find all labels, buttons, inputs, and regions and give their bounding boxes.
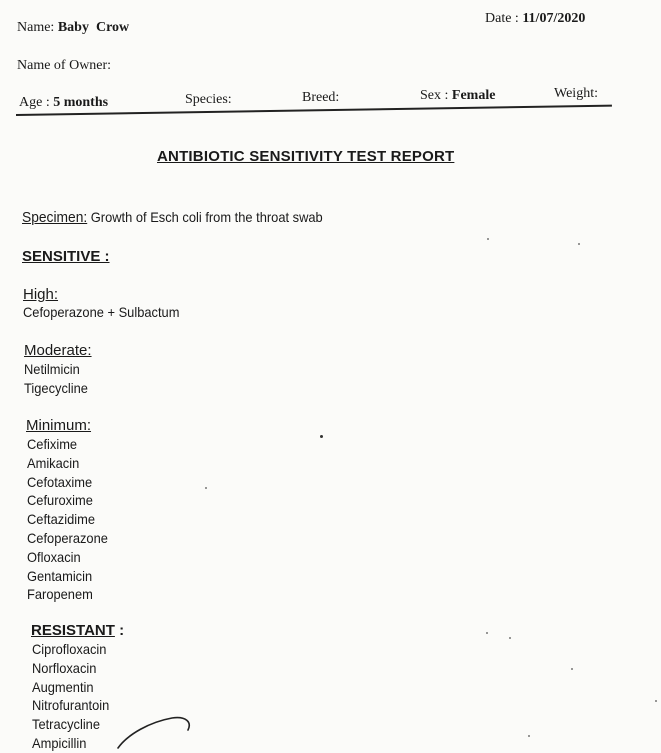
- resistant-colon: :: [119, 622, 125, 639]
- resistant-list: [32, 640, 109, 753]
- list-item: Faropenem: [27, 586, 93, 603]
- list-item: Cefotaxime: [27, 473, 93, 490]
- list-item: Cefoperazone + Sulbactum: [23, 304, 180, 320]
- owner-label: Name of Owner:: [17, 58, 112, 73]
- scan-speck: [486, 632, 488, 634]
- list-item: Amikacin: [27, 454, 80, 471]
- report-title: ANTIBIOTIC SENSITIVITY TEST REPORT: [157, 148, 455, 165]
- scan-speck: [655, 700, 657, 702]
- breed-label: Breed:: [302, 90, 340, 105]
- date-label: Date :: [485, 11, 519, 26]
- resistant-heading-line: [31, 622, 124, 639]
- sex-field: [420, 88, 495, 104]
- owner-name: [17, 58, 111, 74]
- list-item: Cefuroxime: [27, 492, 93, 509]
- scan-speck: [205, 487, 207, 489]
- signature-stroke: [110, 708, 210, 750]
- resistant-heading: RESISTANT: [31, 622, 115, 639]
- name-value: Baby Crow: [57, 20, 130, 35]
- scan-speck: [509, 637, 511, 639]
- list-item: Netilmicin: [24, 361, 80, 377]
- weight-field: [554, 86, 598, 102]
- list-item: Ceftazidime: [27, 511, 96, 528]
- specimen-label: Specimen:: [22, 209, 88, 226]
- moderate-heading: Moderate:: [24, 342, 92, 359]
- sex-label: Sex :: [420, 88, 449, 103]
- specimen-line: [22, 208, 323, 228]
- moderate-list: [24, 360, 88, 398]
- age-value: 5 months: [53, 95, 109, 110]
- list-item: Ciprofloxacin: [32, 641, 107, 657]
- list-item: Gentamicin: [27, 567, 93, 584]
- species-label: Species:: [185, 92, 232, 107]
- scan-speck: [487, 238, 489, 240]
- species-field: [185, 92, 232, 108]
- sensitive-heading: SENSITIVE :: [22, 248, 110, 265]
- scan-speck: [528, 735, 530, 737]
- scan-speck: [578, 243, 580, 245]
- report-date: [485, 11, 585, 27]
- minimum-list: [27, 435, 108, 604]
- list-item: Ampicillin: [32, 734, 87, 751]
- list-item: Tetracycline: [32, 716, 101, 733]
- sex-value: Female: [451, 88, 496, 103]
- age-field: [19, 95, 108, 111]
- age-label: Age :: [19, 95, 50, 110]
- date-value: 11/07/2020: [522, 11, 586, 26]
- high-list: [23, 303, 179, 322]
- breed-field: [302, 90, 339, 106]
- list-item: Norfloxacin: [32, 659, 97, 676]
- specimen-value: Growth of Esch coli from the throat swab: [90, 209, 323, 225]
- name-label: Name:: [17, 20, 55, 35]
- list-item: Cefixime: [27, 436, 78, 452]
- scan-speck: [320, 435, 323, 438]
- list-item: Augmentin: [32, 678, 94, 695]
- scan-speck: [571, 668, 573, 670]
- patient-name: [17, 20, 129, 36]
- high-heading: High:: [23, 286, 59, 303]
- list-item: Ofloxacin: [27, 548, 81, 565]
- list-item: Tigecycline: [24, 379, 88, 396]
- weight-label: Weight:: [554, 86, 598, 101]
- list-item: Cefoperazone: [27, 529, 108, 546]
- list-item: Nitrofurantoin: [32, 697, 110, 714]
- minimum-heading: Minimum:: [26, 417, 92, 434]
